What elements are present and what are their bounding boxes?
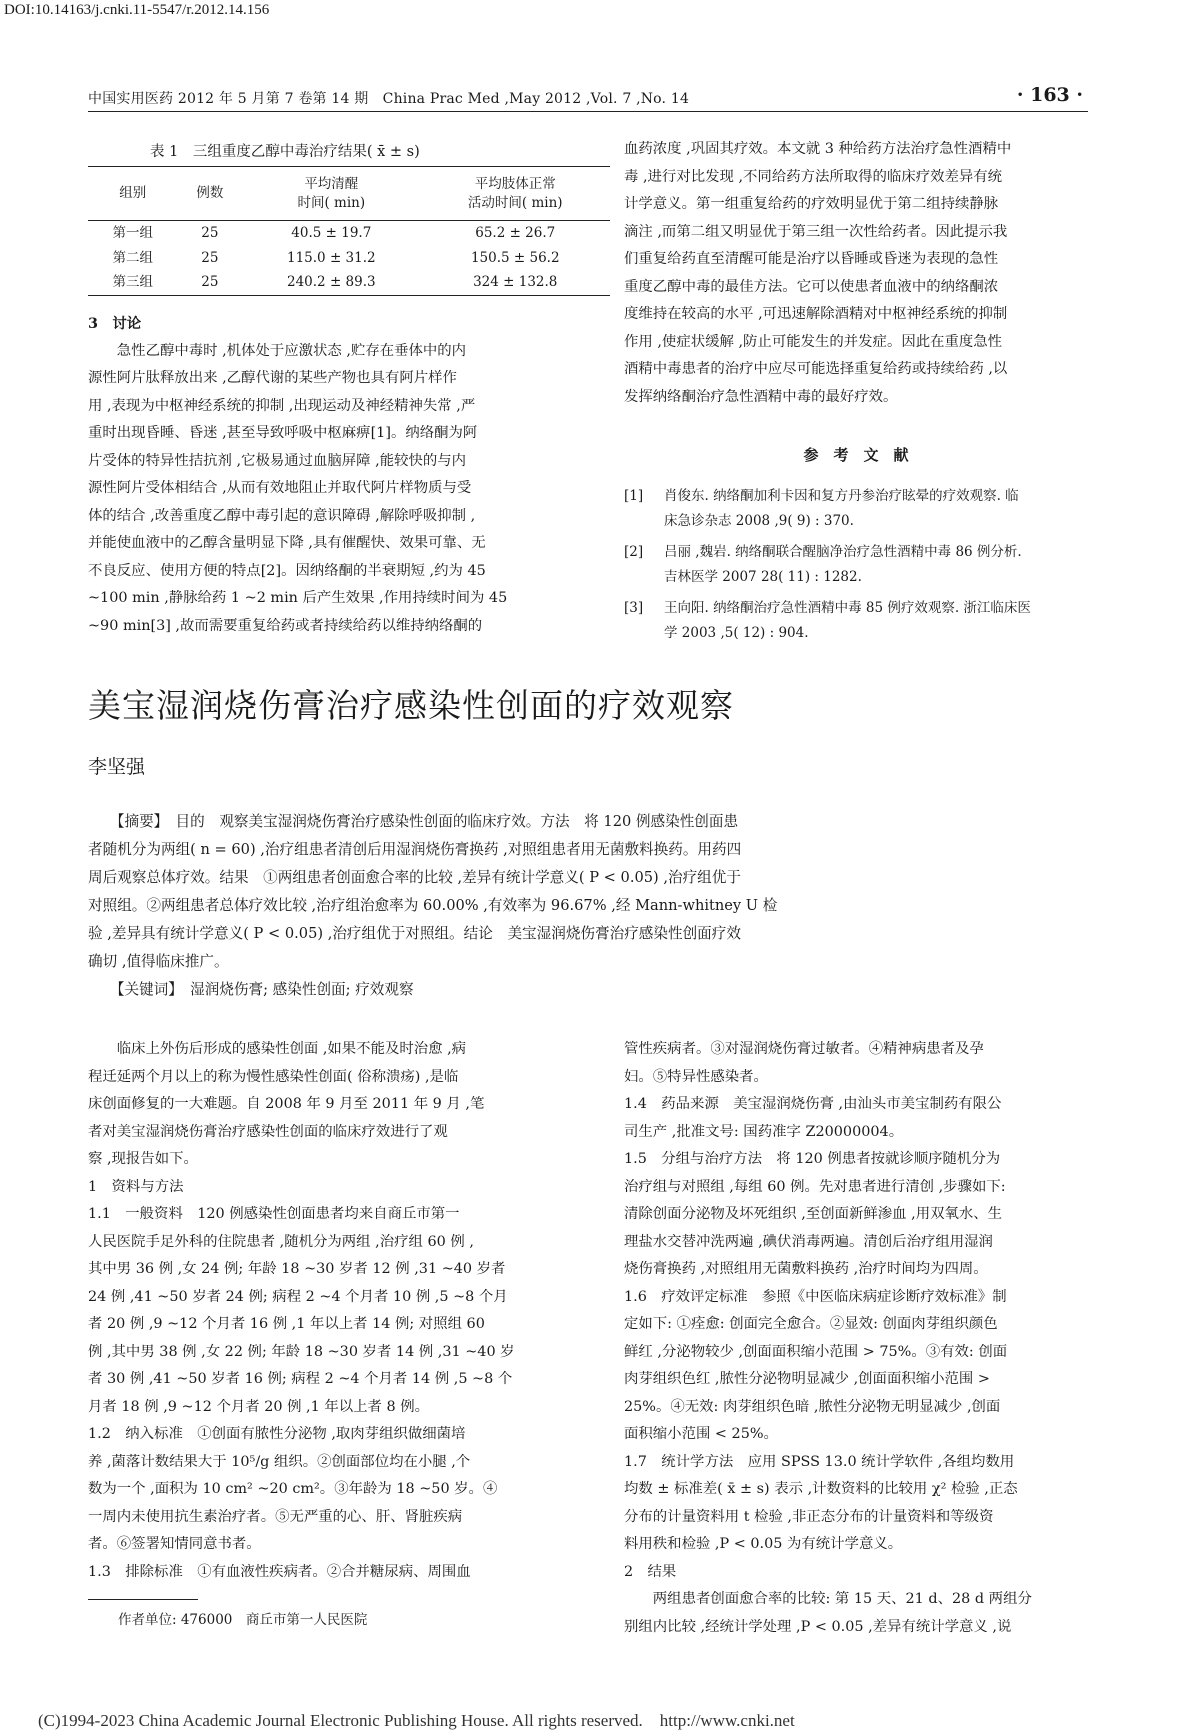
text-line: 重度乙醇中毒的最佳方法。它可以使患者血液中的纳络酮浓	[624, 278, 999, 295]
text-line: 源性阿片肽释放出来 ,乙醇代谢的某些产物也具有阿片样作	[88, 370, 457, 386]
text-line: 作用 ,使症状缓解 ,防止可能发生的并发症。因此在重度急性	[624, 333, 1003, 350]
text-line: 人民医院手足外科的住院患者 ,随机分为两组 ,治疗组 60 例 ,	[88, 1233, 474, 1250]
header-rule	[88, 111, 1088, 112]
text-line: 例 ,其中男 38 例 ,女 22 例; 年龄 18 ~30 岁者 14 例 ,31 ~40 岁	[88, 1343, 515, 1360]
reference-line: 吉林医学 2007 28( 11) : 1282.	[664, 569, 862, 585]
section-heading: 3 讨论	[88, 315, 142, 332]
text-line: 者对美宝湿润烧伤膏治疗感染性创面的临床疗效进行了观	[88, 1123, 448, 1140]
text-line: 1.4 药品来源 美宝湿润烧伤膏 ,由汕头市美宝制药有限公	[624, 1096, 1002, 1112]
table-cell: 40.5 ± 19.7	[291, 225, 372, 241]
table-header-cell: 平均肢体正常 活动时间( min)	[467, 175, 563, 211]
text-line: 并能使血液中的乙醇含量明显下降 ,具有催醒快、效果可靠、无	[88, 535, 486, 551]
author-affiliation: 作者单位: 476000 商丘市第一人民医院	[118, 1612, 368, 1628]
references-list	[624, 484, 1088, 652]
reference-line: 吕丽 ,魏岩. 纳络酮联合醒脑净治疗急性酒精中毒 86 例分析.	[664, 544, 1022, 560]
page-number: · 163 ·	[1016, 84, 1083, 106]
copyright-footer: (C)1994-2023 China Academic Journal Electronic Publishing House. All rights reserved. http://www.cnki.net	[38, 1711, 795, 1730]
table-header-cell: 组别	[119, 185, 147, 201]
table-cell: 65.2 ± 26.7	[475, 225, 556, 241]
text-line: ~100 min ,静脉给药 1 ~2 min 后产生效果 ,作用持续时间为 45	[88, 590, 508, 606]
table-header-cell: 例数	[196, 185, 224, 201]
table-cell: 25	[201, 249, 219, 266]
text-line: 分布的计量资料用 t 检验 ,非正态分布的计量资料和等级资	[624, 1508, 994, 1525]
abstract-line: 周后观察总体疗效。结果 ①两组患者创面愈合率的比较 ,差异有统计学意义( P < 0.05) ,治疗组优于	[88, 869, 741, 886]
table-cell: 150.5 ± 56.2	[470, 249, 560, 266]
table-1	[88, 166, 610, 296]
reference-number: [3]	[624, 600, 644, 616]
text-line: 片受体的特异性拮抗剂 ,它极易通过血脑屏障 ,能较快的与内	[88, 452, 467, 469]
text-line: 1.5 分组与治疗方法 将 120 例患者按就诊顺序随机分为	[624, 1151, 1001, 1167]
text-line: 计学意义。第一组重复给药的疗效明显优于第二组持续静脉	[624, 196, 999, 212]
text-line: 定如下: ①痊愈: 创面完全愈合。②显效: 创面肉芽组织颜色	[624, 1316, 998, 1332]
reference-number: [1]	[624, 488, 644, 504]
text-line: 司生产 ,批准文号: 国药准字 Z20000004。	[624, 1123, 904, 1140]
text-line: 别组内比较 ,经统计学处理 ,P < 0.05 ,差异有统计学意义 ,说	[624, 1618, 1012, 1635]
text-line: 发挥纳络酮治疗急性酒精中毒的最好疗效。	[624, 388, 898, 405]
text-line: 用 ,表现为中枢神经系统的抑制 ,出现运动及神经精神失常 ,严	[88, 397, 476, 414]
table-cell: 115.0 ± 31.2	[287, 249, 376, 266]
text-line: 面积缩小范围 < 25%。	[624, 1426, 778, 1442]
reference-line: 王向阳. 纳络酮治疗急性酒精中毒 85 例疗效观察. 浙江临床医	[664, 600, 1031, 616]
text-line: 血药浓度 ,巩固其疗效。本文就 3 种给药方法治疗急性酒精中	[624, 141, 1012, 157]
text-line: 们重复给药直至清醒可能是治疗以昏睡或昏迷为表现的急性	[624, 251, 999, 267]
article-author: 李坚强	[88, 756, 146, 778]
table-cell: 25	[201, 225, 219, 241]
reference-number: [2]	[624, 544, 644, 560]
text-line: 烧伤膏换药 ,对照组用无菌敷料换药 ,治疗时间均为四周。	[624, 1261, 988, 1277]
table-row	[88, 270, 610, 295]
text-line: 重时出现昏睡、昏迷 ,甚至导致呼吸中枢麻痹[1]。纳络酮为阿	[88, 425, 478, 441]
text-line: 理盐水交替冲洗两遍 ,碘伏消毒两遍。清创后治疗组用湿润	[624, 1233, 993, 1250]
footnote-rule	[88, 1599, 198, 1600]
text-line: 度维持在较高的水平 ,可迅速解除酒精对中枢神经系统的抑制	[624, 306, 1008, 322]
table-cell: 25	[201, 274, 219, 290]
text-line: 程迁延两个月以上的称为慢性感染性创面( 俗称溃疡) ,是临	[88, 1068, 459, 1085]
text-line: 其中男 36 例 ,女 24 例; 年龄 18 ~30 岁者 12 例 ,31 ~40 岁者	[88, 1261, 506, 1277]
text-line: ~90 min[3] ,故而需要重复给药或者持续给药以维持纳络酮的	[88, 617, 483, 634]
references-heading: 参 考 文 献	[803, 446, 909, 464]
reference-line: 肖俊东. 纳络酮加利卡因和复方丹参治疗眩晕的疗效观察. 临	[664, 488, 1019, 504]
text-line: 一周内未使用抗生素治疗者。⑤无严重的心、肝、肾脏疾病	[88, 1508, 463, 1525]
text-line: 1.1 一般资料 120 例感染性创面患者均来自商丘市第一	[88, 1206, 460, 1222]
abstract-line: 对照组。②两组患者总体疗效比较 ,治疗组治愈率为 60.00% ,有效率为 96.67% ,经 Mann-whitney U 检	[88, 897, 778, 914]
table-cell: 240.2 ± 89.3	[287, 274, 376, 290]
table-cell: 324 ± 132.8	[473, 274, 558, 290]
table-cell: 第一组	[112, 225, 154, 241]
discussion-left	[88, 310, 610, 640]
text-line: 急性乙醇中毒时 ,机体处于应激状态 ,贮存在垂体中的内	[88, 342, 467, 359]
text-line: 床创面修复的一大难题。自 2008 年 9 月至 2011 年 9 月 ,笔	[88, 1096, 485, 1112]
abstract-line: 者随机分为两组( n = 60) ,治疗组患者清创后用湿润烧伤膏换药 ,对照组患者用无菌敷料换药。用药四	[88, 841, 742, 858]
text-line: 月者 18 例 ,9 ~12 个月者 20 例 ,1 年以上者 8 例。	[88, 1398, 430, 1415]
article-title: 美宝湿润烧伤膏治疗感染性创面的疗效观察	[88, 686, 734, 725]
discussion-right	[624, 136, 1088, 411]
text-line: 1.3 排除标准 ①有血液性疾病者。②合并糖尿病、周围血	[88, 1563, 471, 1580]
text-line: 1.2 纳入标准 ①创面有脓性分泌物 ,取肉芽组织做细菌培	[88, 1426, 466, 1442]
reference-item	[624, 540, 1088, 590]
text-line: 不良反应、使用方便的特点[2]。因纳络酮的半衰期短 ,约为 45	[88, 562, 486, 579]
keywords: 【关键词】 湿润烧伤膏; 感染性创面; 疗效观察	[88, 981, 414, 998]
abstract	[88, 808, 1088, 1004]
reference-line: 床急诊杂志 2008 ,9( 9) : 370.	[664, 513, 854, 529]
text-line: 酒精中毒患者的治疗中应尽可能选择重复给药或持续给药 ,以	[624, 361, 1008, 377]
text-line: 24 例 ,41 ~50 岁者 24 例; 病程 2 ~4 个月者 10 例 ,5 ~8 个月	[88, 1288, 508, 1305]
abstract-line: 验 ,差异具有统计学意义( P < 0.05) ,治疗组优于对照组。结论 美宝湿润烧伤膏治疗感染性创面疗效	[88, 925, 741, 942]
results-table	[88, 166, 610, 296]
doi-line: DOI:10.14163/j.cnki.11-5547/r.2012.14.156	[4, 2, 270, 18]
text-line: 滴注 ,而第二组又明显优于第三组一次性给药者。因此提示我	[624, 223, 1008, 240]
text-line: 1 资料与方法	[88, 1178, 184, 1195]
text-line: 源性阿片受体相结合 ,从而有效地阻止并取代阿片样物质与受	[88, 480, 472, 496]
text-line: 25%。④无效: 肉芽组织色暗 ,脓性分泌物无明显减少 ,创面	[624, 1398, 1001, 1415]
table-row	[88, 246, 610, 271]
abstract-line: 【摘要】 目的 观察美宝湿润烧伤膏治疗感染性创面的临床疗效。方法 将 120 例感染性创面患	[88, 813, 739, 830]
text-line: 1.7 统计学方法 应用 SPSS 13.0 统计学软件 ,各组均数用	[624, 1453, 1015, 1470]
table-header-cell: 平均清醒 时间( min)	[297, 175, 366, 211]
text-line: 肉芽组织色红 ,脓性分泌物明显减少 ,创面面积缩小范围 >	[624, 1371, 990, 1387]
table-cell: 第二组	[112, 249, 154, 266]
reference-item	[624, 484, 1088, 534]
text-line: 体的结合 ,改善重度乙醇中毒引起的意识障碍 ,解除呼吸抑制 ,	[88, 507, 476, 524]
table-cell: 第三组	[112, 274, 154, 290]
text-line: 鲜红 ,分泌物较少 ,创面面积缩小范围 > 75%。③有效: 创面	[624, 1343, 1008, 1360]
text-line: 清除创面分泌物及坏死组织 ,至创面新鲜渗血 ,用双氧水、生	[624, 1206, 1003, 1222]
text-line: 察 ,现报告如下。	[88, 1151, 198, 1167]
text-line: 治疗组与对照组 ,每组 60 例。先对患者进行清创 ,步骤如下:	[624, 1178, 1006, 1195]
text-line: 妇。⑤特异性感染者。	[624, 1068, 768, 1085]
running-header: 中国实用医药 2012 年 5 月第 7 卷第 14 期 China Prac Med ,May 2012 ,Vol. 7 ,No. 14	[88, 91, 690, 107]
text-line: 养 ,菌落计数结果大于 10⁵/g 组织。②创面部位均在小腿 ,个	[88, 1453, 471, 1470]
table-row	[88, 221, 610, 246]
text-line: 者。⑥签署知情同意书者。	[88, 1536, 261, 1552]
text-line: 者 30 例 ,41 ~50 岁者 16 例; 病程 2 ~4 个月者 14 例 ,5 ~8 个	[88, 1371, 513, 1387]
table-header-row	[88, 167, 610, 221]
text-line: 均数 ± 标准差( x̄ ± s) 表示 ,计数资料的比较用 χ² 检验 ,正态	[624, 1481, 1018, 1497]
text-line: 管性疾病者。③对湿润烧伤膏过敏者。④精神病患者及孕	[624, 1041, 984, 1057]
text-line: 毒 ,进行对比发现 ,不同给药方法所取得的临床疗效差异有统	[624, 168, 1003, 185]
body-right	[624, 1036, 1088, 1641]
table-caption: 表 1 三组重度乙醇中毒治疗结果( x̄ ± s)	[150, 144, 420, 160]
text-line: 两组患者创面愈合率的比较: 第 15 天、21 d、28 d 两组分	[624, 1591, 1032, 1607]
text-line: 2 结果	[624, 1563, 677, 1580]
reference-item	[624, 596, 1088, 646]
reference-line: 学 2003 ,5( 12) : 904.	[664, 625, 809, 641]
body-left	[88, 1036, 610, 1586]
text-line: 1.6 疗效评定标准 参照《中医临床病症诊断疗效标准》制	[624, 1288, 1007, 1305]
text-line: 料用秩和检验 ,P < 0.05 为有统计学意义。	[624, 1536, 903, 1552]
text-line: 者 20 例 ,9 ~12 个月者 16 例 ,1 年以上者 14 例; 对照组 60	[88, 1316, 485, 1332]
abstract-line: 确切 ,值得临床推广。	[88, 953, 229, 970]
text-line: 临床上外伤后形成的感染性创面 ,如果不能及时治愈 ,病	[88, 1041, 467, 1057]
text-line: 数为一个 ,面积为 10 cm² ~20 cm²。③年龄为 18 ~50 岁。④	[88, 1481, 498, 1497]
